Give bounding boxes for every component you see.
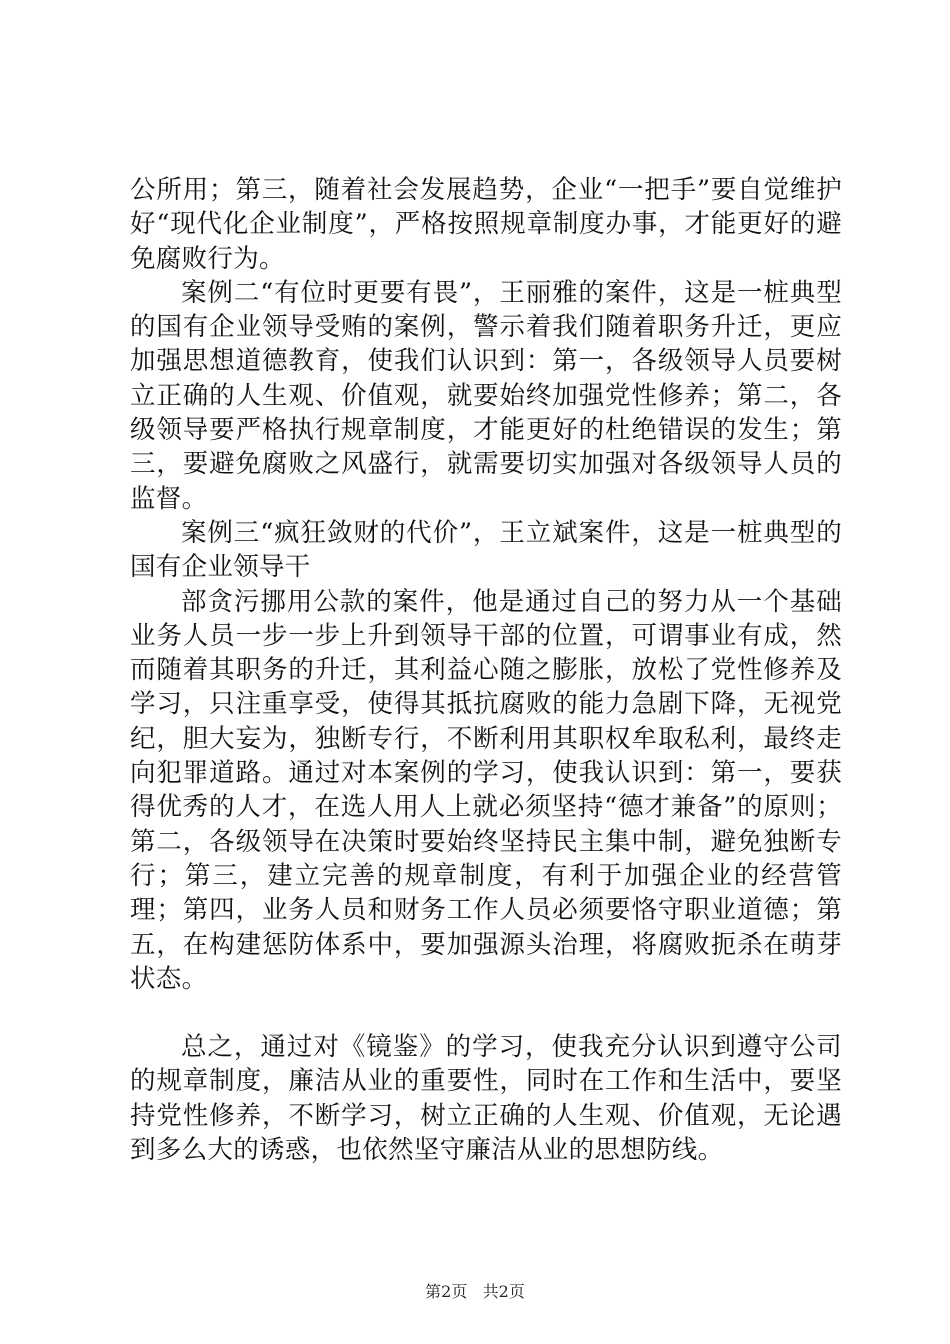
paragraph-3: 案例三“疯狂敛财的代价”，王立斌案件，这是一桩典型的国有企业领导干 bbox=[130, 517, 842, 583]
document-body bbox=[130, 173, 842, 1167]
paragraph-4: 部贪污挪用公款的案件，他是通过自己的努力从一个基础业务人员一步一步上升到领导干部的位置，可谓事业有成，然而随着其职务的升迁，其利益心随之膨胀，放松了党性修养及学习，只注重享受，使得其抵抗腐败的能力急剧下降，无视党纪，胆大妄为，独断专行，不断利用其职权牟取私利，最终走向犯罪道路。通过对本案例的学习，使我认识到：第一，要获得优秀的人才，在选人用人上就必须坚持“德才兼备”的原则；第二，各级领导在决策时要始终坚持民主集中制，避免独断专行；第三，建立完善的规章制度，有利于加强企业的经营管理；第四，业务人员和财务工作人员必须要恪守职业道德；第五，在构建惩防体系中，要加强源头治理，将腐败扼杀在萌芽状态。 bbox=[130, 586, 842, 994]
paragraph-5: 总之，通过对《镜鉴》的学习，使我充分认识到遵守公司的规章制度，廉洁从业的重要性，同时在工作和生活中，要坚持党性修养，不断学习，树立正确的人生观、价值观，无论遇到多么大的诱惑，也依然坚守廉洁从业的思想防线。 bbox=[130, 1032, 842, 1166]
paragraph-2: 案例二“有位时更要有畏”，王丽雅的案件，这是一桩典型的国有企业领导受贿的案例，警示着我们随着职务升迁，更应加强思想道德教育，使我们认识到：第一，各级领导人员要树立正确的人生观、价值观，就要始终加强党性修养；第二，各级领导要严格执行规章制度，才能更好的杜绝错误的发生；第三，要避免腐败之风盛行，就需要切实加强对各级领导人员的监督。 bbox=[130, 277, 842, 514]
page-footer bbox=[0, 1282, 950, 1302]
page-number: 第2页 bbox=[425, 1282, 468, 1301]
page-total: 共2页 bbox=[482, 1282, 525, 1301]
paragraph-1: 公所用；第三，随着社会发展趋势，企业“一把手”要自觉维护好“现代化企业制度”，严格按照规章制度办事，才能更好的避免腐败行为。 bbox=[130, 175, 842, 274]
